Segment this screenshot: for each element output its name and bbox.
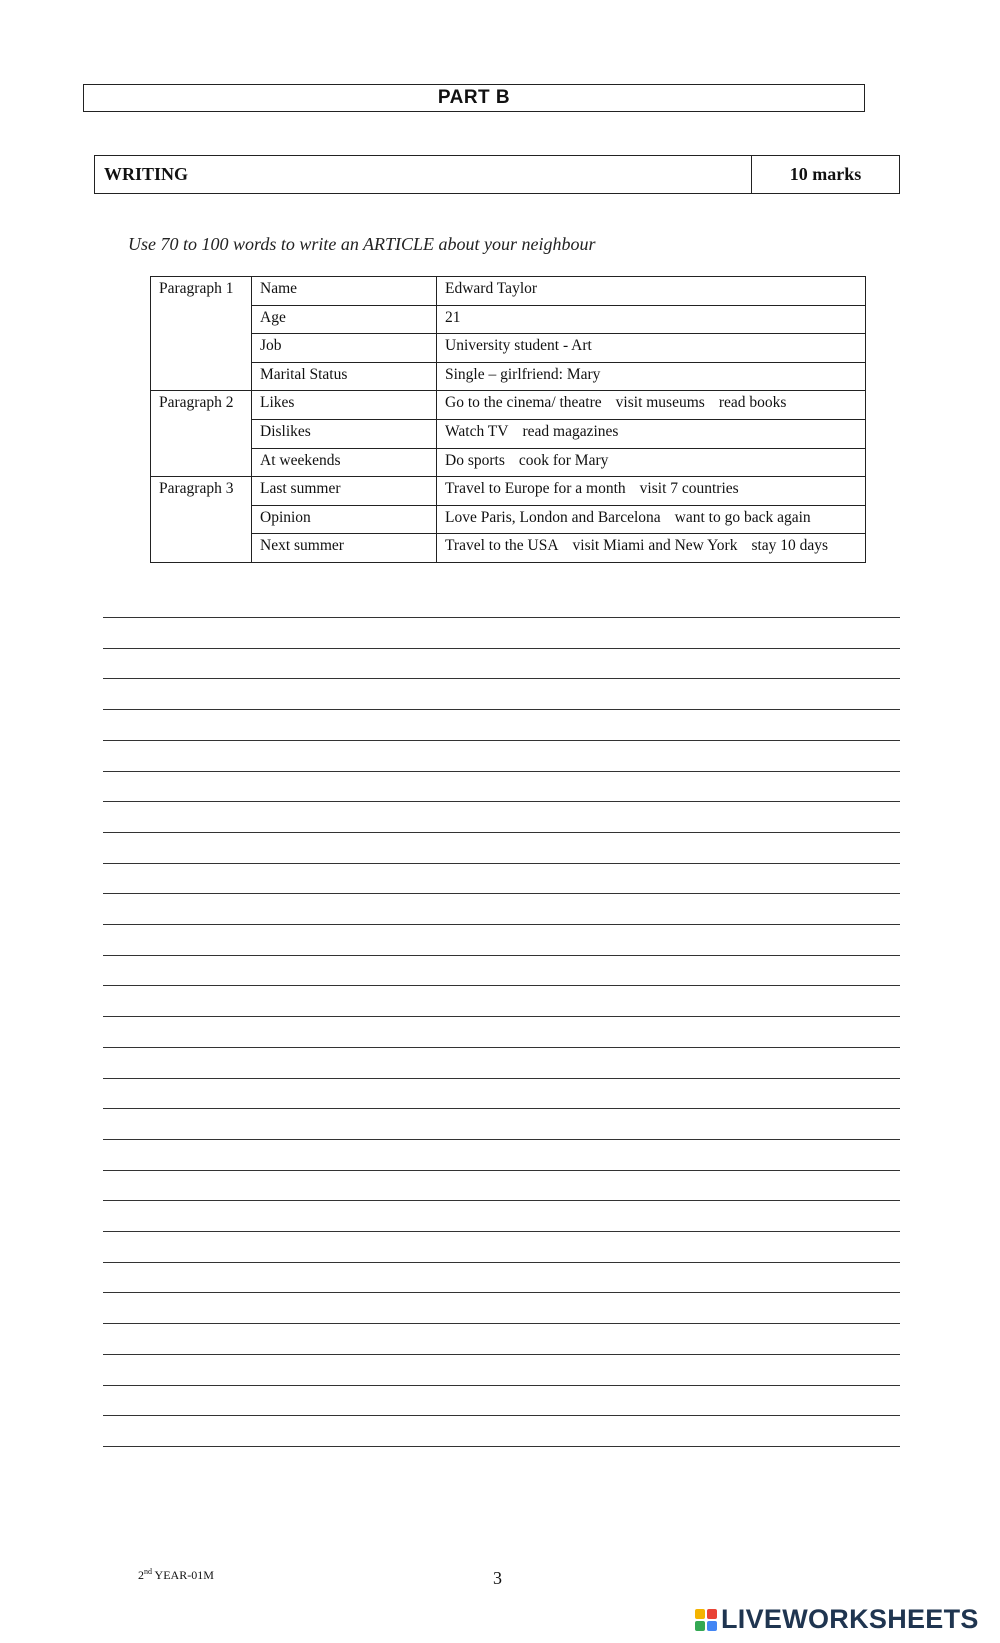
row-value (437, 277, 866, 306)
row-value (437, 534, 866, 563)
brand[interactable] (695, 1604, 979, 1635)
writing-line[interactable] (103, 985, 900, 986)
writing-line[interactable] (103, 801, 900, 802)
value-item: want to go back again (674, 508, 811, 526)
row-value (437, 448, 866, 477)
writing-line[interactable] (103, 1108, 900, 1109)
value-item: read books (718, 394, 787, 412)
table-row (151, 277, 866, 306)
writing-line[interactable] (103, 1292, 900, 1293)
writing-line[interactable] (103, 648, 900, 649)
paragraph-label: Paragraph 1 (151, 277, 252, 391)
writing-line[interactable] (103, 1446, 900, 1447)
table-row (151, 305, 866, 334)
writing-line[interactable] (103, 832, 900, 833)
table-row (151, 362, 866, 391)
writing-line[interactable] (103, 1078, 900, 1079)
writing-line[interactable] (103, 1323, 900, 1324)
logo-square (695, 1621, 705, 1631)
value-item: Go to the cinema/ theatre (445, 394, 602, 412)
logo-square (707, 1609, 717, 1619)
footer-code: 2nd YEAR-01M (138, 1567, 214, 1582)
value-item: 21 (445, 308, 461, 326)
value-item: Do sports (445, 451, 505, 469)
table-row (151, 477, 866, 506)
row-key: Likes (252, 391, 437, 420)
part-title: PART B (83, 84, 865, 112)
writing-line[interactable] (103, 709, 900, 710)
row-key: Name (252, 277, 437, 306)
info-table (150, 276, 866, 563)
paragraph-label: Paragraph 2 (151, 391, 252, 477)
row-key: Opinion (252, 505, 437, 534)
row-key: Age (252, 305, 437, 334)
section-title: WRITING (95, 156, 752, 193)
writing-line[interactable] (103, 955, 900, 956)
writing-line[interactable] (103, 924, 900, 925)
table-row (151, 391, 866, 420)
writing-line[interactable] (103, 863, 900, 864)
writing-line[interactable] (103, 1354, 900, 1355)
row-key: Next summer (252, 534, 437, 563)
writing-line[interactable] (103, 1047, 900, 1048)
table-row (151, 534, 866, 563)
writing-line[interactable] (103, 893, 900, 894)
writing-line[interactable] (103, 1262, 900, 1263)
section-marks: 10 marks (789, 164, 862, 184)
table-row (151, 448, 866, 477)
writing-line[interactable] (103, 1200, 900, 1201)
paragraph-label: Paragraph 3 (151, 477, 252, 563)
writing-line[interactable] (103, 771, 900, 772)
logo-square (707, 1621, 717, 1631)
value-item: visit museums (615, 394, 705, 412)
value-item: Edward Taylor (445, 280, 538, 297)
writing-line[interactable] (103, 1385, 900, 1386)
page-number: 3 (493, 1568, 502, 1588)
value-item: read magazines (522, 422, 619, 440)
writing-line[interactable] (103, 1231, 900, 1232)
row-value (437, 362, 866, 391)
writing-line[interactable] (103, 1016, 900, 1017)
row-value (437, 391, 866, 420)
logo-square (695, 1609, 705, 1619)
value-item: visit Miami and New York (572, 537, 738, 555)
liveworksheets-logo-icon (695, 1609, 717, 1631)
writing-line[interactable] (103, 1170, 900, 1171)
writing-line[interactable] (103, 678, 900, 679)
section-header (94, 155, 900, 194)
row-key: Marital Status (252, 362, 437, 391)
writing-line[interactable] (103, 617, 900, 618)
row-value (437, 334, 866, 363)
value-item: University student - Art (445, 337, 592, 355)
value-item: Watch TV (445, 422, 509, 440)
instruction: Use 70 to 100 words to write an ARTICLE about your neighbour (128, 234, 596, 254)
row-key: At weekends (252, 448, 437, 477)
row-value (437, 477, 866, 506)
value-item: Travel to Europe for a month (445, 480, 626, 498)
row-value (437, 505, 866, 534)
value-item: cook for Mary (518, 451, 609, 469)
value-item: stay 10 days (751, 537, 829, 555)
table-row (151, 334, 866, 363)
brand-name: LIVEWORKSHEETS (721, 1604, 979, 1634)
value-item: Love Paris, London and Barcelona (445, 508, 661, 526)
row-value (437, 419, 866, 448)
table-row (151, 505, 866, 534)
row-key: Last summer (252, 477, 437, 506)
row-key: Job (252, 334, 437, 363)
writing-line[interactable] (103, 1139, 900, 1140)
value-item: visit 7 countries (639, 480, 739, 498)
writing-line[interactable] (103, 1415, 900, 1416)
value-item: Single – girlfriend: Mary (445, 365, 601, 383)
table-row (151, 419, 866, 448)
row-key: Dislikes (252, 419, 437, 448)
value-item: Travel to the USA (445, 537, 559, 555)
writing-line[interactable] (103, 740, 900, 741)
row-value (437, 305, 866, 334)
